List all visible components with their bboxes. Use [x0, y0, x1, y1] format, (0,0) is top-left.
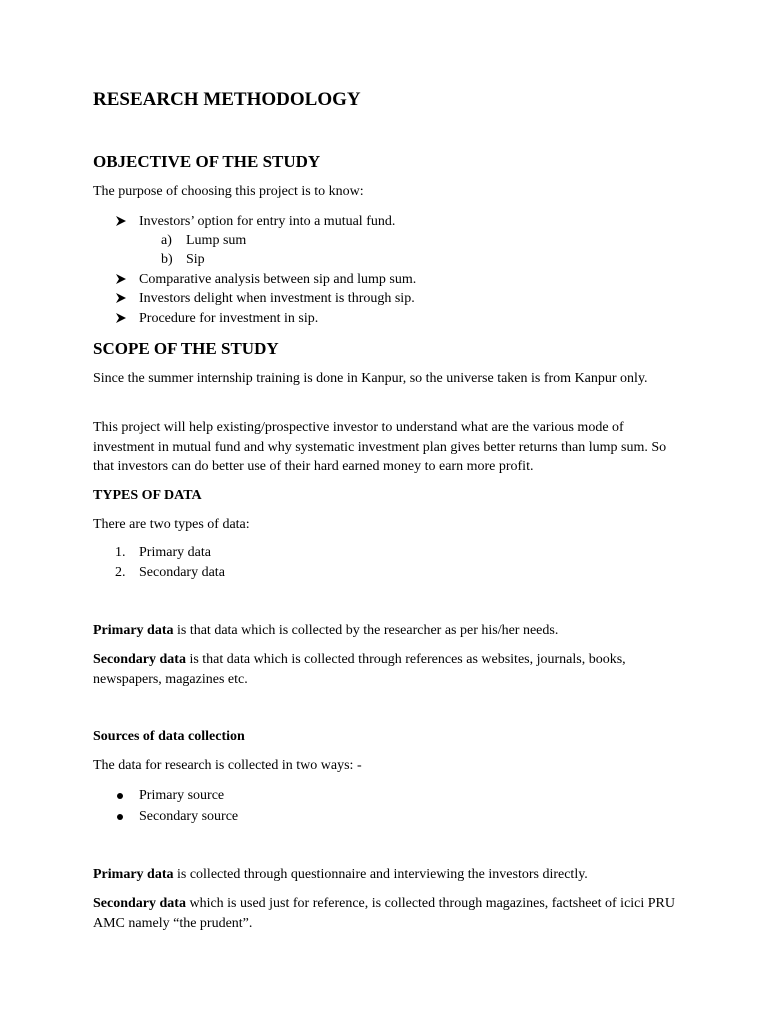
- list-item-text: Secondary data: [139, 565, 225, 580]
- types-intro: There are two types of data:: [93, 517, 250, 532]
- page-title: RESEARCH METHODOLOGY: [93, 89, 361, 110]
- term-primary-data: Primary data: [93, 623, 174, 638]
- definition-text: which is used just for reference, is collected through magazines, factsheet of icici PRU AMC namely “the prudent”.: [93, 896, 676, 931]
- list-item-text: Investors’ option for entry into a mutual fund.: [139, 214, 396, 229]
- sub-list-text: Lump sum: [186, 233, 247, 248]
- sub-list-marker: a): [161, 233, 172, 248]
- types-heading: TYPES OF DATA: [93, 488, 202, 503]
- list-item-text: Investors delight when investment is through sip.: [139, 291, 415, 306]
- definition-text: is that data which is collected by the researcher as per his/her needs.: [173, 623, 559, 638]
- definition-text: is collected through questionnaire and interviewing the investors directly.: [173, 867, 588, 882]
- objective-intro: The purpose of choosing this project is to know:: [93, 184, 364, 199]
- secondary-data-definition: [93, 650, 683, 689]
- bullet-icon: [117, 814, 123, 820]
- arrow-bullet-icon: [116, 274, 126, 284]
- sub-list-marker: b): [161, 252, 173, 267]
- sources-heading: Sources of data collection: [93, 729, 245, 744]
- scope-paragraph-1: Since the summer internship training is done in Kanpur, so the universe taken is from Kanpur only.: [93, 371, 648, 386]
- secondary-data-collection: [93, 894, 683, 933]
- list-item-text: Comparative analysis between sip and lump sum.: [139, 272, 417, 287]
- definition-text: is that data which is collected through references as websites, journals, books, newspapers, magazines etc.: [93, 652, 626, 687]
- primary-data-definition: [93, 621, 683, 641]
- term-primary-data: Primary data: [93, 867, 174, 882]
- list-number: 2.: [115, 565, 126, 580]
- list-item-text: Primary data: [139, 545, 211, 560]
- bullet-icon: [117, 793, 123, 799]
- sub-list-text: Sip: [186, 252, 205, 267]
- scope-paragraph-2: This project will help existing/prospective investor to understand what are the various mode of investment in mutual fund and why systematic investment plan gives better returns than lump sum. So that investors can do better use of their hard earned money to earn more profit.: [93, 420, 667, 474]
- list-item-text: Primary source: [139, 788, 225, 803]
- arrow-bullet-icon: [116, 313, 126, 323]
- term-secondary-data: Secondary data: [93, 652, 186, 667]
- list-item-text: Secondary source: [139, 809, 239, 824]
- sources-intro: The data for research is collected in two ways: -: [93, 758, 362, 773]
- scope-heading: SCOPE OF THE STUDY: [93, 339, 279, 358]
- primary-data-collection: [93, 865, 683, 885]
- objective-heading: OBJECTIVE OF THE STUDY: [93, 152, 321, 171]
- term-secondary-data: Secondary data: [93, 896, 186, 911]
- arrow-bullet-icon: [116, 293, 126, 303]
- list-item-text: Procedure for investment in sip.: [139, 311, 319, 326]
- arrow-bullet-icon: [116, 216, 126, 226]
- list-number: 1.: [115, 545, 126, 560]
